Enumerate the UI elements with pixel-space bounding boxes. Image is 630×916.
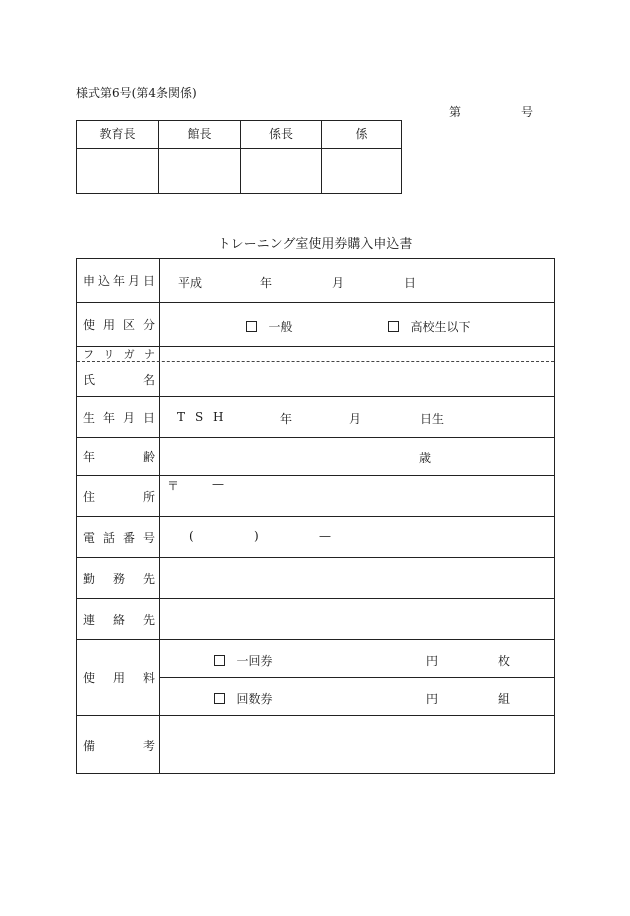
label-age: 年 齢 [83, 450, 155, 464]
application-form-table [76, 258, 555, 774]
usage-option-general[interactable]: 一般 [246, 318, 292, 335]
fee-option-multi[interactable]: 回数券 [214, 690, 272, 707]
form-number-label: 様式第6号(第4条関係) [76, 86, 197, 100]
document-number-prefix: 第 [449, 105, 462, 119]
phone-open-paren: ( [189, 529, 194, 543]
furigana-field[interactable] [167, 347, 547, 361]
era-showa[interactable]: S [195, 410, 204, 424]
stamp-column-superintendent [77, 121, 158, 193]
approval-stamp-table [76, 120, 402, 194]
checkbox[interactable] [214, 655, 225, 666]
stamp-column-chief [240, 121, 321, 193]
label-workplace: 勤 務 先 [83, 571, 155, 586]
label-fee: 使 用 料 [83, 671, 155, 685]
label-name: 氏 名 [83, 372, 155, 387]
day-of-birth-unit: 日生 [420, 412, 445, 426]
usage-option-highschool[interactable]: 高校生以下 [388, 318, 470, 335]
fee-multi-unit: 組 [498, 692, 511, 706]
fee-multi-currency: 円 [426, 692, 439, 706]
year-unit: 年 [260, 276, 273, 290]
remarks-field[interactable] [167, 721, 547, 769]
stamp-box[interactable] [159, 148, 240, 193]
label-contact: 連 絡 先 [83, 612, 155, 627]
label-usage-class: 使 用 区 分 [83, 318, 155, 332]
fee-single-unit: 枚 [498, 654, 511, 668]
era-heisei: 平成 [178, 276, 203, 290]
postal-mark: 〒 [167, 479, 180, 493]
stamp-column-staff [321, 121, 401, 193]
label-address: 住 所 [83, 489, 155, 504]
fee-single-currency: 円 [426, 654, 439, 668]
checkbox[interactable] [214, 693, 225, 704]
postal-dash: — [212, 477, 224, 491]
era-taisho[interactable]: T [177, 410, 186, 424]
stamp-header: 館長 [159, 121, 240, 149]
age-unit: 歳 [419, 451, 432, 465]
label-furigana: フ リ ガ ナ [83, 348, 155, 361]
form-title: トレーニング室使用券購入申込書 [217, 237, 413, 252]
phone-close-paren: ) [254, 529, 259, 543]
era-heisei[interactable]: H [213, 410, 224, 424]
month-unit: 月 [332, 276, 345, 290]
phone-dash: — [319, 529, 331, 543]
stamp-box[interactable] [77, 148, 158, 193]
fee-subrow-divider [159, 677, 554, 678]
stamp-header: 係長 [241, 121, 321, 149]
label-remarks: 備 考 [83, 738, 155, 753]
label-phone: 電 話 番 号 [83, 530, 155, 545]
stamp-header: 係 [322, 121, 401, 149]
stamp-column-director [158, 121, 240, 193]
label-application-date: 申 込 年 月 日 [83, 274, 155, 288]
checkbox[interactable] [388, 321, 399, 332]
year-unit: 年 [280, 412, 293, 426]
month-unit: 月 [349, 412, 362, 426]
fee-option-single[interactable]: 一回券 [214, 652, 272, 669]
name-field[interactable] [167, 363, 547, 395]
stamp-box[interactable] [322, 148, 401, 193]
stamp-box[interactable] [241, 148, 321, 193]
stamp-header: 教育長 [77, 121, 158, 149]
label-birthdate: 生 年 月 日 [83, 410, 155, 425]
checkbox[interactable] [246, 321, 257, 332]
day-unit: 日 [404, 276, 417, 290]
document-number-suffix: 号 [521, 105, 534, 119]
